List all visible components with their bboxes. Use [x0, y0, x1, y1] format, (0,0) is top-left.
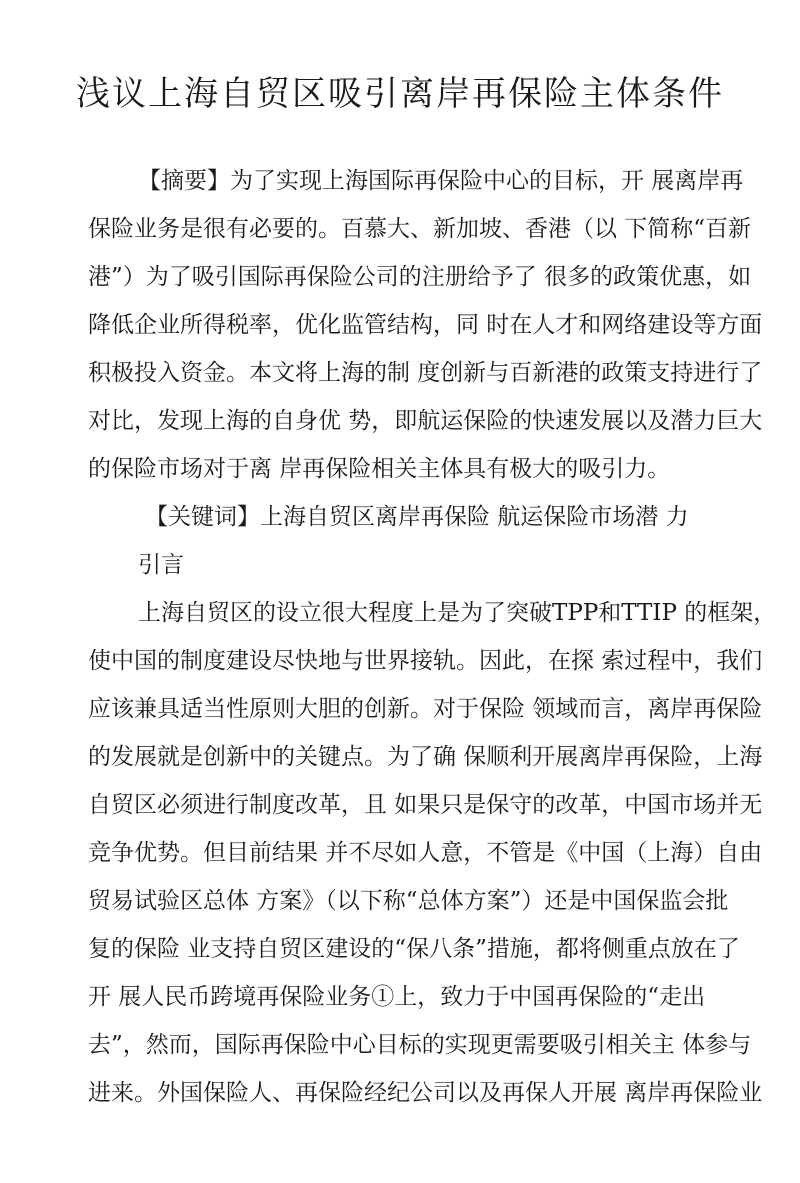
body-line: 上海自贸区的设立很大程度上是为了突破TPP和TTIP 的框架， [138, 600, 777, 626]
body-line: 应该兼具适当性原则大胆的创新。对于保险 领域而言，离岸再保险 [88, 696, 763, 722]
abstract-line: 保险业务是很有必要的。百慕大、新加坡、香港（以 下简称“百新 [88, 216, 752, 242]
keywords-line: 【关键词】上海自贸区离岸再保险 航运保险市场潜 力 [145, 504, 689, 530]
body-line: 的发展就是创新中的关键点。为了确 保顺利开展离岸再保险，上海 [88, 744, 763, 770]
body-line: 竞争优势。但目前结果 并不尽如人意，不管是《中国（上海）自由 [88, 840, 763, 866]
abstract-line: 【摘要】为了实现上海国际再保险中心的目标，开 展离岸再 [138, 168, 744, 194]
body-line: 复的保险 业支持自贸区建设的“保八条”措施，都将侧重点放在了 [88, 936, 740, 962]
abstract-line: 对比，发现上海的自身优 势，即航运保险的快速发展以及潜力巨大 [88, 408, 763, 434]
abstract-line: 港”）为了吸引国际再保险公司的注册给予了 很多的政策优惠，如 [88, 264, 752, 290]
section-heading: 引言 [138, 552, 184, 578]
body-line: 去”，然而，国际再保险中心目标的实现更需要吸引相关主 体参与 [88, 1032, 752, 1058]
abstract-line: 的保险市场对于离 岸再保险相关主体具有极大的吸引力。 [88, 456, 671, 482]
document-title: 浅议上海自贸区吸引离岸再保险主体条件 [76, 74, 724, 114]
body-line: 使中国的制度建设尽快地与世界接轨。因此，在探 索过程中，我们 [88, 648, 763, 674]
abstract-line: 降低企业所得税率，优化监管结构，同 时在人才和网络建设等方面 [88, 312, 763, 338]
body-line: 自贸区必须进行制度改革，且 如果只是保守的改革，中国市场并无 [88, 792, 763, 818]
body-line: 开 展人民币跨境再保险业务①上，致力于中国再保险的“走出 [88, 984, 706, 1010]
body-line: 进来。外国保险人、再保险经纪公司以及再保人开展 离岸再保险业 [88, 1080, 763, 1106]
abstract-line: 积极投入资金。本文将上海的制 度创新与百新港的政策支持进行了 [88, 360, 763, 386]
body-line: 贸易试验区总体 方案》（以下称“总体方案”）还是中国保监会批 [88, 888, 729, 914]
